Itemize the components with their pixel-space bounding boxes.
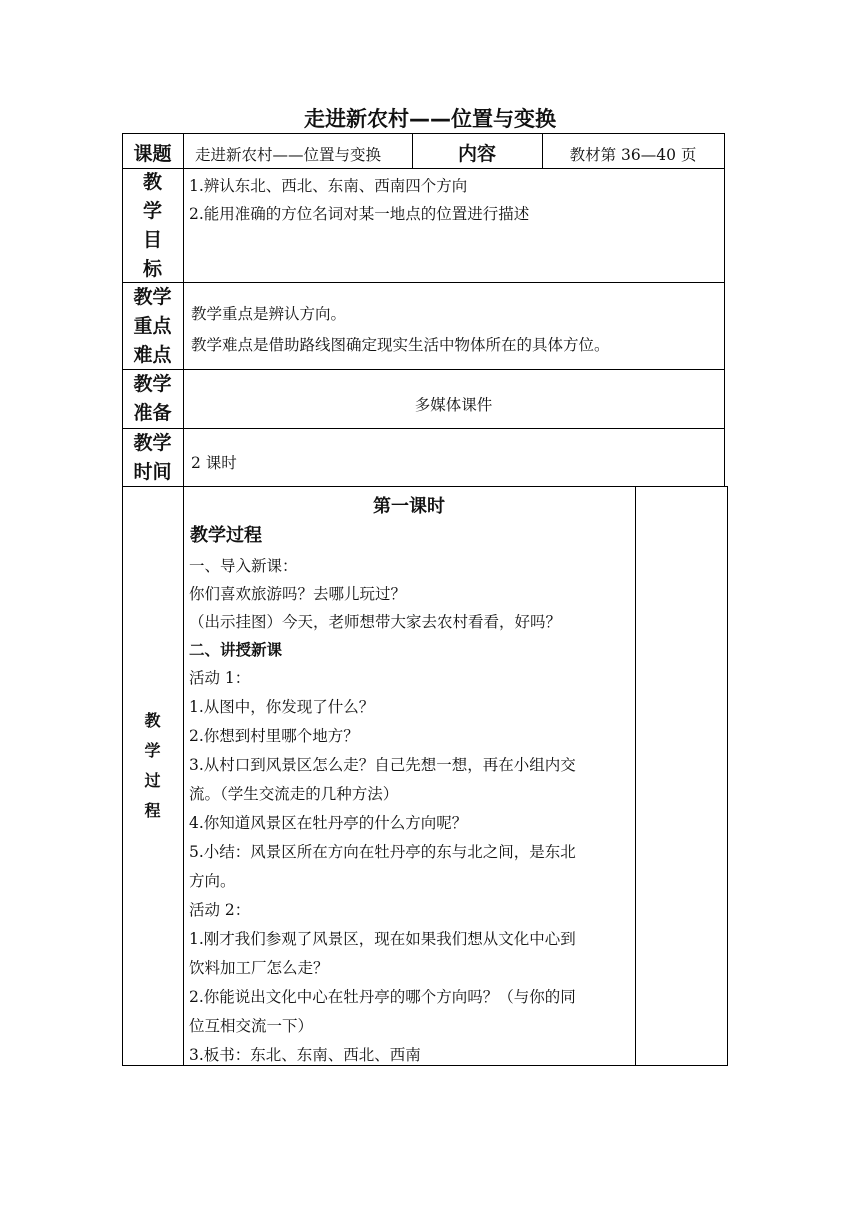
lesson-title: 第一课时 (373, 496, 445, 517)
preparation-label: 教学 准备 (133, 373, 172, 424)
key-points-list (191, 299, 610, 361)
topic-label: 课题 (133, 143, 172, 165)
process-label: 教 学 过 程 (144, 711, 161, 820)
goal-item: 2.能用准确的方位名词对某一地点的位置进行描述 (189, 205, 530, 223)
process-line: 5.小结：风景区所在方向在牡丹亭的东与北之间，是东北 (189, 843, 576, 861)
process-line: 一、导入新课： (189, 557, 298, 575)
process-line: 2.你想到村里哪个地方？ (189, 727, 359, 745)
process-text (189, 552, 576, 1070)
process-line: 4.你知道风景区在牡丹亭的什么方向呢？ (189, 814, 468, 832)
process-line: 你们喜欢旅游吗？去哪儿玩过？ (189, 585, 407, 603)
process-line: 饮料加工厂怎么走？ (189, 959, 329, 977)
process-line: 1.从图中，你发现了什么？ (189, 698, 375, 716)
key-points-label: 教学 重点 难点 (133, 286, 172, 366)
time-label: 教学 时间 (133, 432, 172, 483)
process-line: 2.你能说出文化中心在牡丹亭的哪个方向吗？（与你的同 (189, 988, 576, 1006)
process-line: （出示挂图）今天，老师想带大家去农村看看，好吗？ (189, 613, 562, 631)
goals-list (189, 172, 529, 228)
key-point: 教学重点是辨认方向。 (191, 305, 347, 323)
process-line: 活动 1： (189, 669, 251, 687)
preparation-value: 多媒体课件 (414, 396, 493, 414)
goals-label: 教 学 目 标 (142, 171, 162, 280)
process-line: 流。（学生交流走的几种方法） (189, 785, 399, 803)
process-line: 活动 2： (189, 901, 251, 919)
document-title: 走进新农村——位置与变换 (304, 107, 556, 131)
time-value: 2 课时 (191, 454, 237, 472)
process-line: 3.从村口到风景区怎么走？自己先想一想，再在小组内交 (189, 756, 576, 774)
process-line: 方向。 (189, 872, 236, 890)
difficult-point: 教学难点是借助路线图确定现实生活中物体所在的具体方位。 (191, 336, 610, 354)
process-section-heading: 二、讲授新课 (189, 641, 283, 659)
topic-value: 走进新农村——位置与变换 (195, 146, 382, 164)
content-value: 教材第 36—40 页 (569, 146, 697, 164)
content-label: 内容 (457, 143, 496, 165)
goal-item: 1.辨认东北、西北、东南、西南四个方向 (189, 177, 468, 195)
process-heading: 教学过程 (190, 525, 262, 546)
process-line: 1.刚才我们参观了风景区，现在如果我们想从文化中心到 (189, 930, 576, 948)
process-line: 3.板书：东北、东南、西北、西南 (189, 1046, 421, 1064)
process-line: 位互相交流一下） (189, 1017, 314, 1035)
